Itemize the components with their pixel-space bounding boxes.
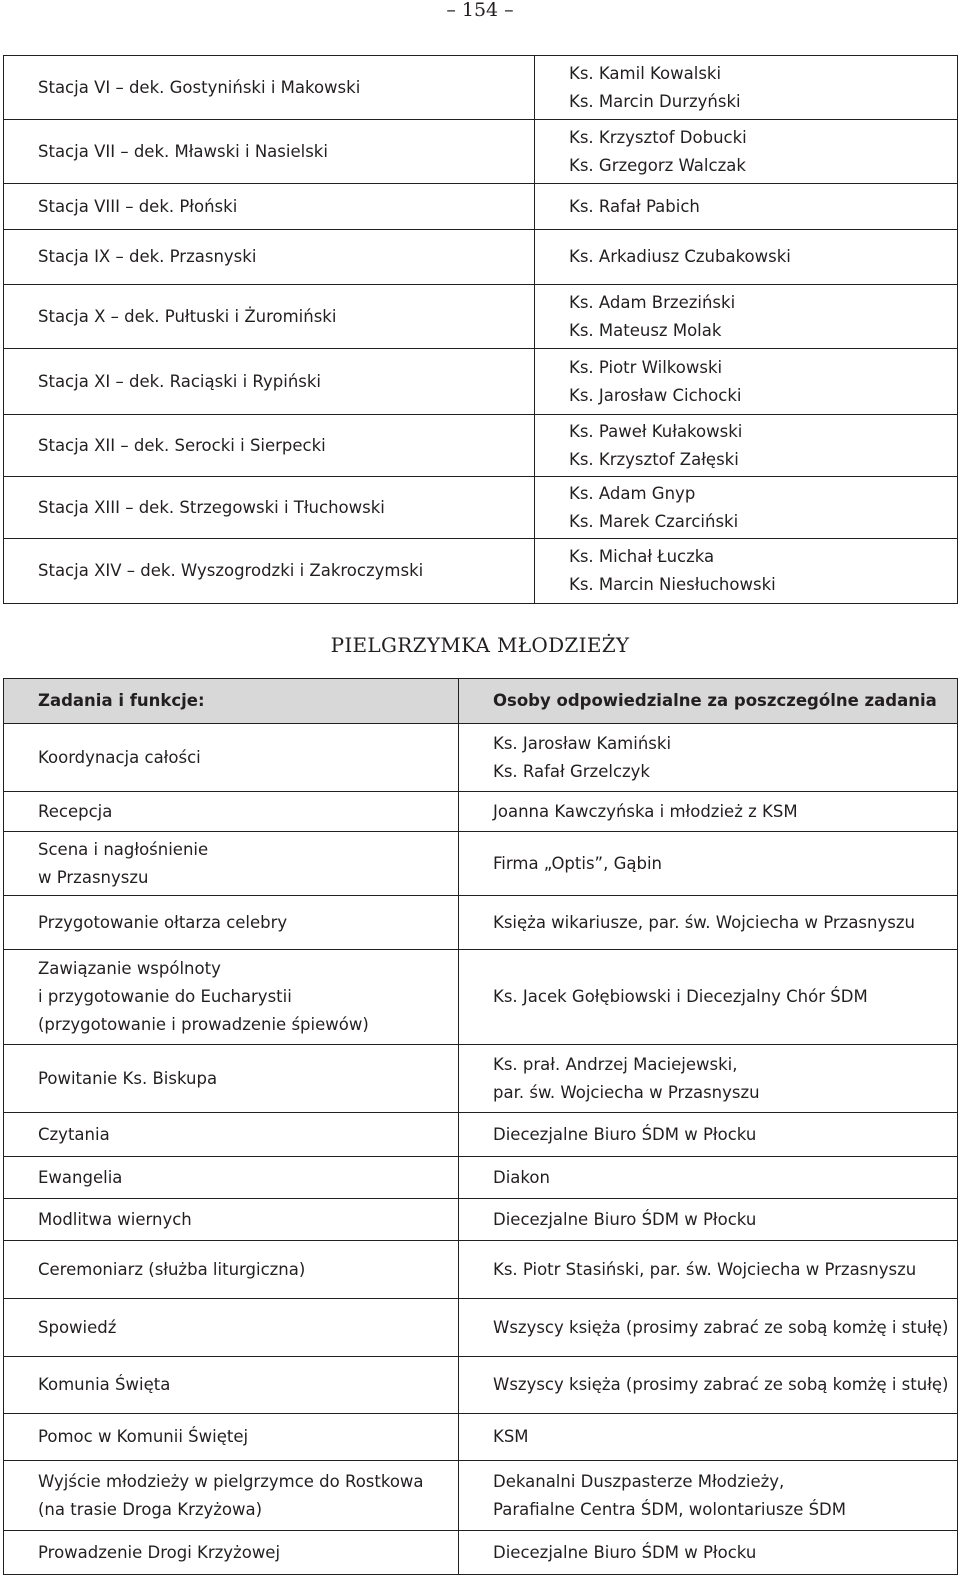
table-row [4, 1157, 958, 1199]
station-cell: Stacja VIII – dek. Płoński [4, 184, 535, 230]
task-cell: Ceremoniarz (służba liturgiczna) [4, 1241, 459, 1299]
table-row [4, 724, 958, 792]
section-title: PIELGRZYMKA MŁODZIEŻY [330, 633, 630, 657]
task-cell: Spowiedź [4, 1299, 459, 1357]
people-cell: Ks. Piotr Stasiński, par. św. Wojciecha w Przasnyszu [459, 1241, 958, 1299]
station-cell: Stacja X – dek. Pułtuski i Żuromiński [4, 285, 535, 349]
people-cell: Ks. Michał Łuczka Ks. Marcin Niesłuchowski [535, 539, 958, 604]
task-cell: Koordynacja całości [4, 724, 459, 792]
task-cell: Pomoc w Komunii Świętej [4, 1414, 459, 1461]
stations-table [3, 55, 958, 604]
table-row [4, 349, 958, 415]
people-cell: Ks. Adam Brzeziński Ks. Mateusz Molak [535, 285, 958, 349]
task-cell: Ewangelia [4, 1157, 459, 1199]
table-row [4, 415, 958, 477]
table-row [4, 1357, 958, 1414]
task-cell: Recepcja [4, 792, 459, 832]
people-cell: Ks. Krzysztof Dobucki Ks. Grzegorz Walczak [535, 120, 958, 184]
table-row [4, 1241, 958, 1299]
people-cell: Diecezjalne Biuro ŚDM w Płocku [459, 1199, 958, 1241]
station-cell: Stacja IX – dek. Przasnyski [4, 230, 535, 285]
table-row [4, 792, 958, 832]
people-cell: Ks. Adam Gnyp Ks. Marek Czarciński [535, 477, 958, 539]
people-column-header: Osoby odpowiedzialne za poszczególne zadania [459, 679, 958, 724]
people-cell: Wszyscy księża (prosimy zabrać ze sobą komżę i stułę) [459, 1299, 958, 1357]
table-header-row [4, 679, 958, 724]
station-cell: Stacja VII – dek. Mławski i Nasielski [4, 120, 535, 184]
task-cell: Modlitwa wiernych [4, 1199, 459, 1241]
people-cell: Firma „Optis”, Gąbin [459, 832, 958, 896]
task-cell: Czytania [4, 1113, 459, 1157]
people-cell: Ks. Jarosław Kamiński Ks. Rafał Grzelczyk [459, 724, 958, 792]
people-cell: Joanna Kawczyńska i młodzież z KSM [459, 792, 958, 832]
station-cell: Stacja XIV – dek. Wyszogrodzki i Zakroczymski [4, 539, 535, 604]
task-cell: Scena i nagłośnienie w Przasnyszu [4, 832, 459, 896]
table-row [4, 1461, 958, 1531]
station-cell: Stacja XIII – dek. Strzegowski i Tłuchowski [4, 477, 535, 539]
table-row [4, 896, 958, 950]
people-cell: KSM [459, 1414, 958, 1461]
people-cell: Księża wikariusze, par. św. Wojciecha w Przasnyszu [459, 896, 958, 950]
page-number: – 154 – [446, 0, 514, 21]
tasks-table [3, 678, 958, 1575]
table-row [4, 1299, 958, 1357]
people-cell: Diecezjalne Biuro ŚDM w Płocku [459, 1113, 958, 1157]
people-cell: Diecezjalne Biuro ŚDM w Płocku [459, 1531, 958, 1575]
people-cell: Ks. Rafał Pabich [535, 184, 958, 230]
table-row [4, 832, 958, 896]
task-cell: Przygotowanie ołtarza celebry [4, 896, 459, 950]
table-row [4, 1531, 958, 1575]
people-cell: Ks. Paweł Kułakowski Ks. Krzysztof Załęski [535, 415, 958, 477]
task-cell: Powitanie Ks. Biskupa [4, 1045, 459, 1113]
table-row [4, 120, 958, 184]
people-cell: Wszyscy księża (prosimy zabrać ze sobą komżę i stułę) [459, 1357, 958, 1414]
table-row [4, 285, 958, 349]
table-row [4, 1113, 958, 1157]
task-cell: Wyjście młodzieży w pielgrzymce do Rostkowa (na trasie Droga Krzyżowa) [4, 1461, 459, 1531]
tasks-column-header: Zadania i funkcje: [4, 679, 459, 724]
table-row [4, 950, 958, 1045]
table-row [4, 477, 958, 539]
table-row [4, 184, 958, 230]
table-row [4, 230, 958, 285]
station-cell: Stacja XII – dek. Serocki i Sierpecki [4, 415, 535, 477]
task-cell: Zawiązanie wspólnoty i przygotowanie do Eucharystii (przygotowanie i prowadzenie śpiewów) [4, 950, 459, 1045]
people-cell: Ks. Arkadiusz Czubakowski [535, 230, 958, 285]
people-cell: Ks. prał. Andrzej Maciejewski, par. św. Wojciecha w Przasnyszu [459, 1045, 958, 1113]
table-row [4, 56, 958, 120]
task-cell: Komunia Święta [4, 1357, 459, 1414]
table-row [4, 1045, 958, 1113]
people-cell: Diakon [459, 1157, 958, 1199]
station-cell: Stacja VI – dek. Gostyniński i Makowski [4, 56, 535, 120]
table-row [4, 539, 958, 604]
people-cell: Ks. Piotr Wilkowski Ks. Jarosław Cichocki [535, 349, 958, 415]
station-cell: Stacja XI – dek. Raciąski i Rypiński [4, 349, 535, 415]
table-row [4, 1414, 958, 1461]
table-row [4, 1199, 958, 1241]
people-cell: Ks. Jacek Gołębiowski i Diecezjalny Chór ŚDM [459, 950, 958, 1045]
people-cell: Dekanalni Duszpasterze Młodzieży, Parafialne Centra ŚDM, wolontariusze ŚDM [459, 1461, 958, 1531]
people-cell: Ks. Kamil Kowalski Ks. Marcin Durzyński [535, 56, 958, 120]
task-cell: Prowadzenie Drogi Krzyżowej [4, 1531, 459, 1575]
